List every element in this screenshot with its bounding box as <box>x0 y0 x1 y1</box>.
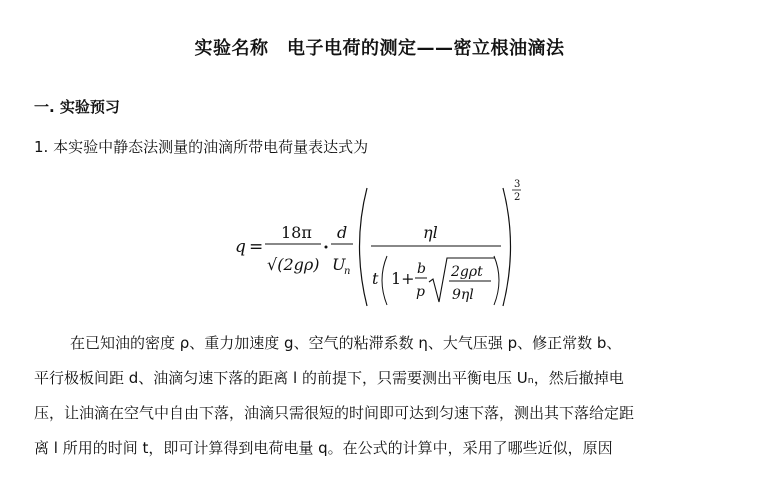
paragraph-line-1-text: 在已知油的密度 ρ、重力加速度 g、空气的粘滞系数 η、大气压强 p、修正常数 b、 <box>70 334 622 352</box>
formula-lhs: q <box>235 237 246 257</box>
formula-exp-den: 2 <box>514 192 521 203</box>
paragraph-line-4: 离 l 所用的时间 t，即可计算得到电荷电量 q。在公式的计算中，采用了哪些近似，原因 <box>34 439 613 457</box>
formula-Un: U <box>332 255 346 274</box>
formula-b: b <box>417 261 426 277</box>
formula-t: t <box>372 269 379 288</box>
formula-left-paren <box>360 188 368 306</box>
charge-formula <box>225 178 545 313</box>
formula-right-paren <box>503 188 511 306</box>
formula-inner-left-paren <box>382 256 387 305</box>
formula-eta-l: ηl <box>423 223 438 242</box>
paragraph-line-2: 平行极板间距 d、油滴匀速下落的距离 l 的前提下，只需要测出平衡电压 Uₙ，然后撤掉电 <box>34 369 624 387</box>
formula-sqrt-den: 9ηl <box>452 287 474 303</box>
formula-equals: = <box>249 237 264 257</box>
formula-coef-den: √(2gρ) <box>267 255 320 274</box>
question-text: 1. 本实验中静态法测量的油滴所带电荷量表达式为 <box>34 138 369 156</box>
formula-sqrt-num: 2gρt <box>451 264 483 280</box>
paragraph-line-1 <box>34 326 726 361</box>
charge-formula-svg <box>225 178 545 313</box>
formula-Un-sub: n <box>344 266 351 277</box>
experiment-title: 实验名称 电子电荷的测定——密立根油滴法 <box>194 38 565 59</box>
formula-exp-num: 3 <box>514 179 521 190</box>
description-paragraph <box>34 326 726 466</box>
formula-d: d <box>337 223 348 242</box>
section-heading: 一. 实验预习 <box>34 98 120 116</box>
formula-dot <box>325 246 328 249</box>
paragraph-line-3: 压，让油滴在空气中自由下落，油滴只需很短的时间即可达到匀速下落，测出其下落给定距 <box>34 404 635 422</box>
formula-inner-right-paren <box>494 256 499 305</box>
formula-one-plus: 1+ <box>391 269 415 288</box>
formula-p: p <box>416 284 425 300</box>
formula-coef-num: 18π <box>281 223 312 242</box>
